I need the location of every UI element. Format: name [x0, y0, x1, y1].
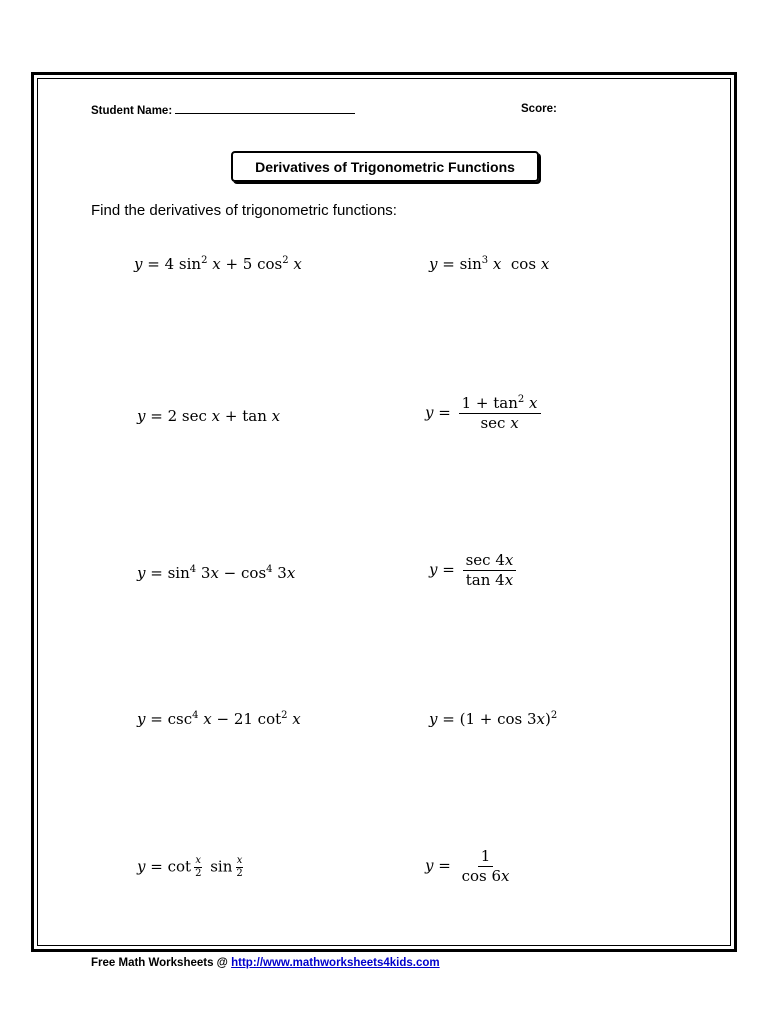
fraction: $\frac{x}{2}$ — [195, 855, 202, 879]
footer — [91, 957, 440, 969]
problem-7: $y = \csc^4 x - 21$ $\cot^2 x$ — [137, 710, 301, 728]
problem-4: y = $\frac{1 + \tan^2 x}{\text{sec x}}$ — [425, 396, 544, 431]
fraction: $\frac{1}{\cos 6x}$ — [461, 847, 510, 885]
footer-link[interactable]: http://www.mathworksheets4kids.com — [231, 957, 440, 969]
student-name-line — [175, 103, 355, 114]
problem-9: y = cot $\frac{x}{2}$ sin $\frac{x}{2}$ — [137, 855, 243, 879]
fraction: $\frac{\sec 4x}{\tan 4x}$ — [463, 553, 517, 588]
problem-8: $y = (1 + \cos 3x)^2$ — [429, 710, 558, 728]
fraction: $\frac{1 + \tan^2 x}{\text{sec x}}$ — [459, 396, 541, 431]
instruction-text: Find the derivatives of trigonometric functions: — [91, 202, 397, 219]
fraction: $\frac{x}{2}$ — [236, 855, 243, 879]
problem-6: y = $\frac{\sec 4x}{\tan 4x}$ — [429, 553, 519, 588]
problem-5: $y = \sin^4 3x - \cos^4 3x$ — [137, 564, 296, 582]
worksheet-title: Derivatives of Trigonometric Functions — [231, 151, 539, 182]
problem-1: y = 4 $\sin^2 x + 5$ $\cos^2 x$ — [134, 255, 302, 273]
footer-text: Free Math Worksheets @ — [91, 957, 232, 969]
student-name-label: Student Name: — [91, 105, 173, 117]
score-label: Score: — [521, 103, 557, 115]
problem-3: y = 2 sec x + tan x — [137, 407, 281, 425]
student-name-field — [91, 103, 355, 117]
problem-2: $y = \sin^3 x$ cos x — [429, 255, 550, 273]
problem-10: y = $\frac{1}{\cos 6x}$ — [425, 849, 516, 884]
